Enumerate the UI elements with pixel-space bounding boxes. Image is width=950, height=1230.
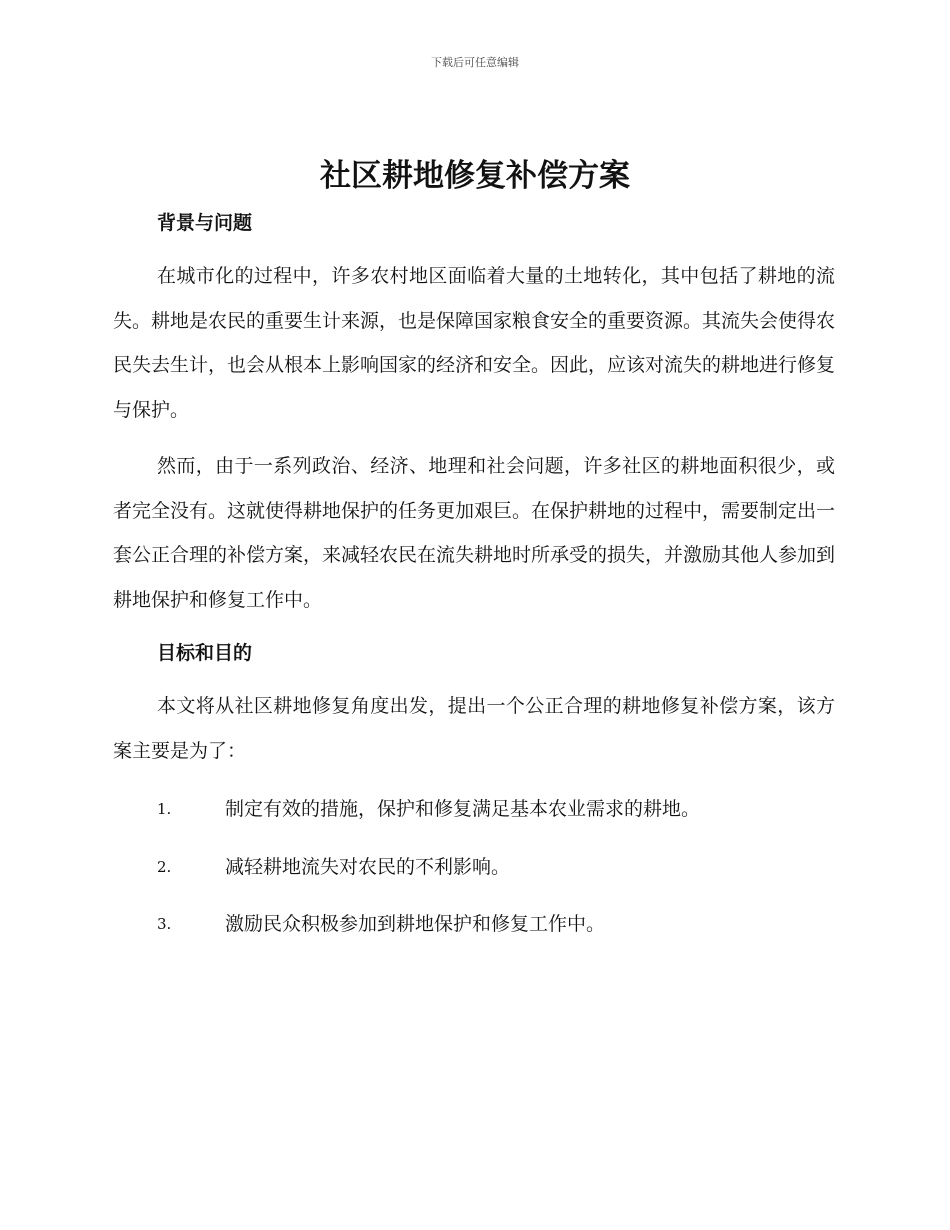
list-item-text: 减轻耕地流失对农民的不利影响。	[225, 855, 511, 878]
section-heading-goals: 目标和目的	[157, 642, 253, 664]
list-item	[113, 896, 835, 954]
paragraph-background-1: 在城市化的过程中，许多农村地区面临着大量的土地转化，其中包括了耕地的流失。耕地是农民的重要生计来源，也是保障国家粮食安全的重要资源。其流失会使得农民失去生计，也会从根本上影响国家的经济和安全。因此，应该对流失的耕地进行修复与保护。	[113, 265, 836, 421]
list-item	[113, 839, 835, 897]
document-title: 社区耕地修复补偿方案	[320, 158, 630, 194]
list-item-number: 3.	[157, 915, 172, 933]
goals-list	[113, 781, 835, 954]
list-item-number: 1.	[157, 800, 172, 818]
list-item-text: 制定有效的措施，保护和修复满足基本农业需求的耕地。	[225, 798, 701, 820]
section-heading-background: 背景与问题	[157, 212, 253, 234]
list-item-text: 激励民众积极参加到耕地保护和修复工作中。	[225, 913, 606, 935]
paragraph-goals-1: 本文将从社区耕地修复角度出发，提出一个公正合理的耕地修复补偿方案，该方案主要是为了：	[113, 695, 835, 762]
header-watermark: 下载后可任意编辑	[431, 56, 519, 69]
document-body	[113, 204, 835, 954]
list-item	[113, 781, 835, 839]
paragraph-background-2: 然而，由于一系列政治、经济、地理和社会问题，许多社区的耕地面积很少，或者完全没有。这就使得耕地保护的任务更加艰巨。在保护耕地的过程中，需要制定出一套公正合理的补偿方案，来减轻农民在流失耕地时所承受的损失，并激励其他人参加到耕地保护和修复工作中。	[113, 455, 836, 611]
list-item-number: 2.	[157, 857, 172, 876]
